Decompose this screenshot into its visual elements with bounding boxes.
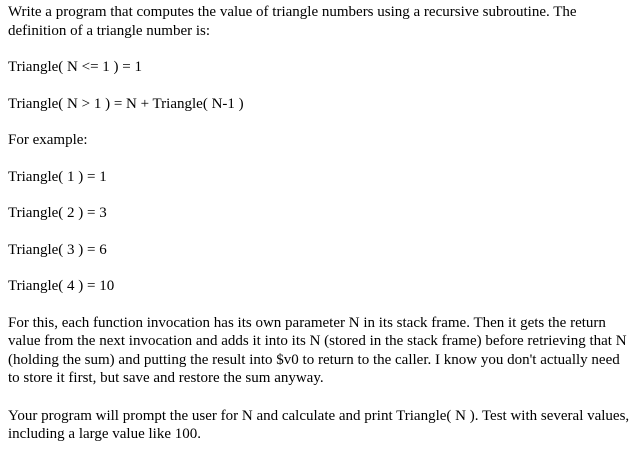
example-triangle-1: Triangle( 1 ) = 1 bbox=[8, 168, 107, 185]
definition-base-case: Triangle( N <= 1 ) = 1 bbox=[8, 59, 142, 75]
for-example-label: For example: bbox=[8, 132, 88, 148]
assignment-document bbox=[8, 3, 634, 463]
example-triangle-2: Triangle( 2 ) = 3 bbox=[8, 205, 107, 221]
intro-paragraph: Write a program that computes the value of triangle numbers using a recursive subroutine. The definition of a triangle number is: bbox=[8, 4, 577, 39]
example-triangle-3: Triangle( 3 ) = 6 bbox=[8, 241, 107, 258]
definition-recursive-case: Triangle( N > 1 ) = N + Triangle( N-1 ) bbox=[8, 95, 244, 112]
example-triangle-4: Triangle( 4 ) = 10 bbox=[8, 278, 115, 294]
instructions-paragraph: Your program will prompt the user for N and calculate and print Triangle( N ). Test with several values, including a large value like 100. bbox=[8, 407, 630, 442]
explanation-paragraph: For this, each function invocation has its own parameter N in its stack frame. Then it gets the return value from the next invocation and adds it into its N (stored in the stack frame) before retrieving that N (holding the sum) and putting the result into $v0 to return to the caller. I know you don't actually need to store it first, but save and restore the sum anyway. bbox=[8, 314, 627, 386]
